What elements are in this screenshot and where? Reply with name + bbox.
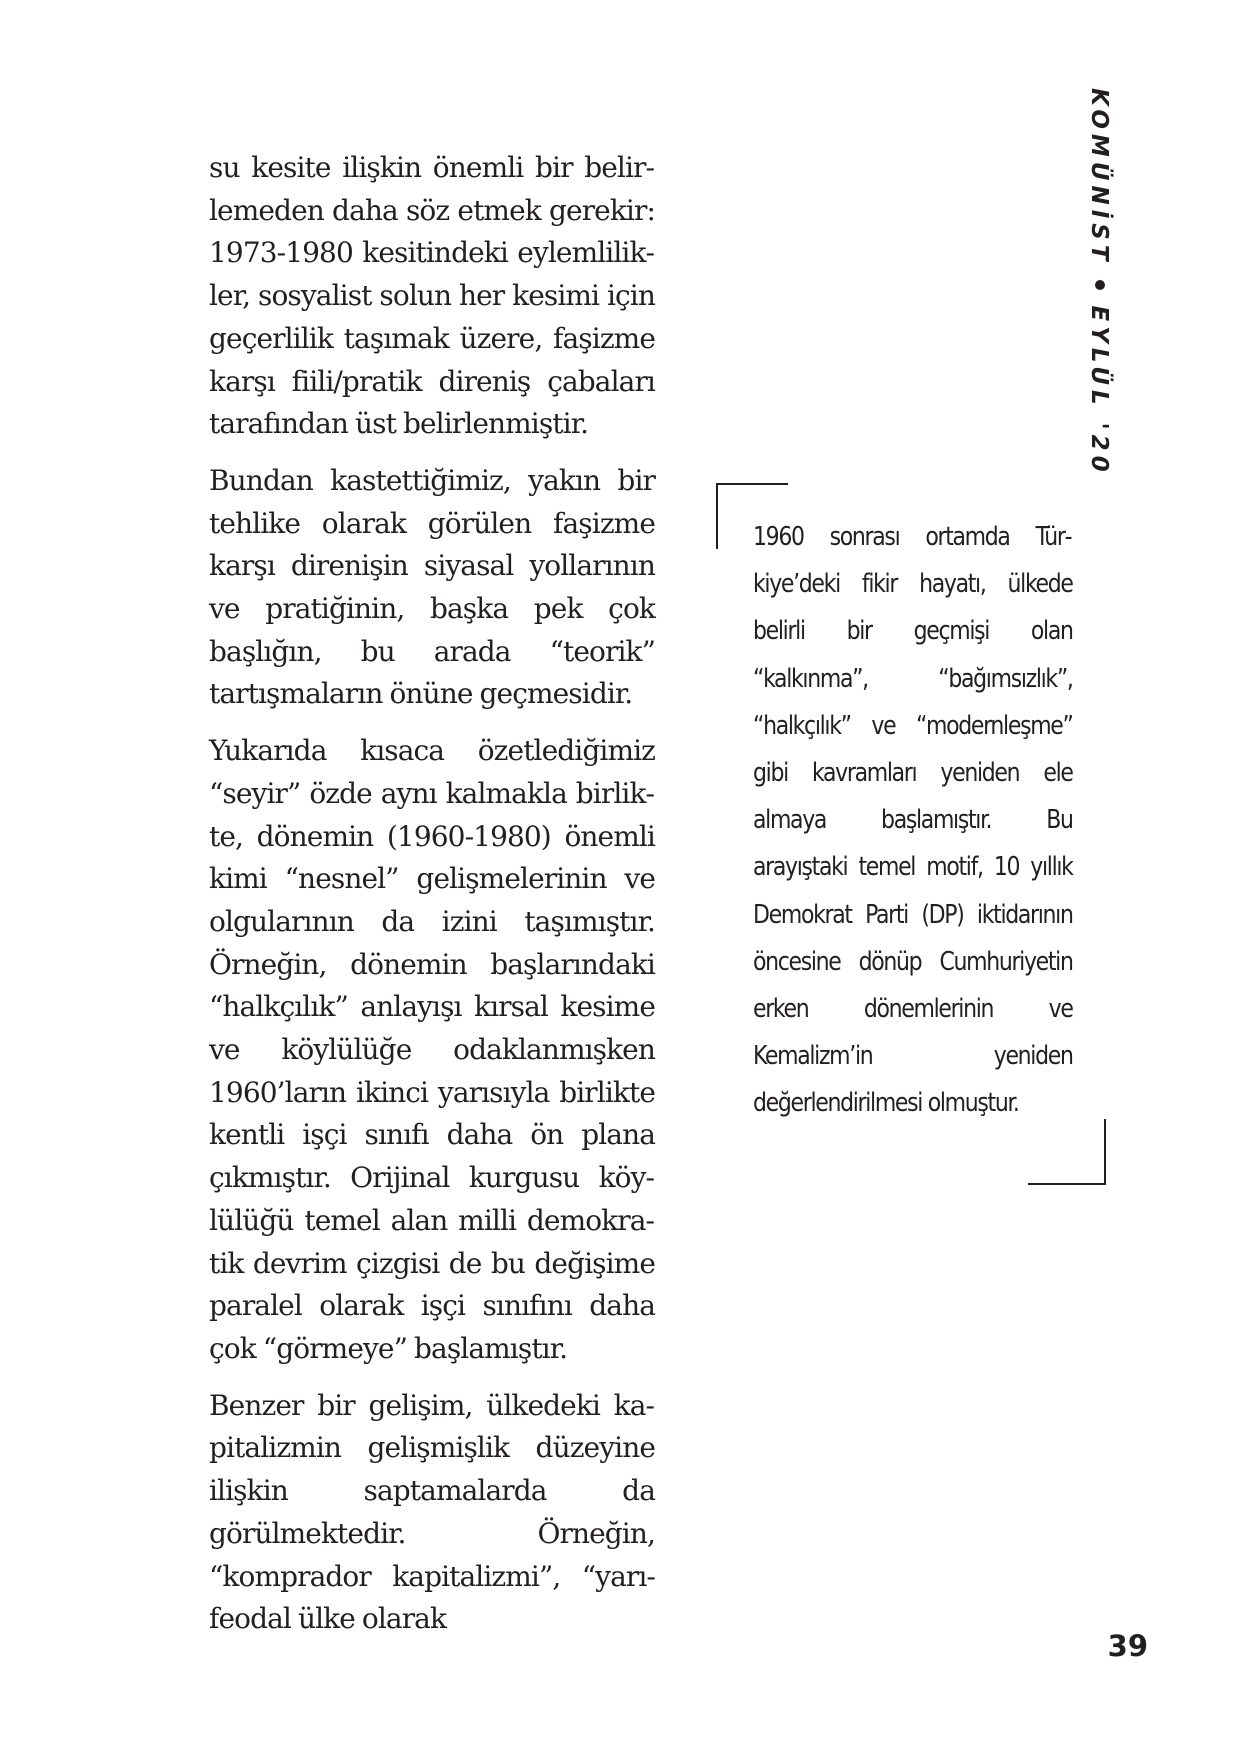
quote-bracket-bottom-right-vertical xyxy=(1104,1119,1106,1185)
issue-date: EYLÜL '20 xyxy=(1086,305,1112,477)
magazine-name: KOMÜNİST xyxy=(1086,88,1112,266)
page-number: 39 xyxy=(1107,1629,1148,1663)
pull-quote-text: 1960 sonrası ortamda Türkiye’deki fikir hayatı, ülkede belirli bir geçmişi olan “kalkınma”, “bağımsızlık”, “halkçılık” ve “modernleşme” gibi kavramları yeniden ele almaya başlamıştır. Bu arayıştaki temel motif, 10 yıllık Demokrat Parti (DP) iktidarının öncesine dönüp Cumhuriyetin erken dönemlerinin ve Kemalizm’in yeniden değerlendirilmesi olmuştur. xyxy=(753,522,1073,1119)
quote-bracket-top-left-vertical xyxy=(716,483,718,549)
body-paragraph-1: su kesite ilişkin önemli bir belirlemeden daha söz etmek gerekir: 1973-1980 kesitindeki eylemlilikler, sosyalist solun her kesimi için geçerlilik taşımak üzere, faşizme karşı fiili/pratik direniş çabaları tarafından üst belirlenmiştir. xyxy=(209,151,655,441)
body-paragraph-3: Yukarıda kısaca özetlediğimiz “seyir” özde aynı kalmakla birlikte, dönemin (1960-1980) önemli kimi “nesnel” gelişmelerinin ve olgularının da izini taşımıştır. Örneğin, dönemin başlarındaki “halkçılık” anlayışı kırsal kesime ve köylülüğe odaklanmışken 1960’ların ikinci yarısıyla birlikte kentli işçi sınıfı daha ön plana çıkmıştır. Orijinal kurgusu köylülüğü temel alan milli demokratik devrim çizgisi de bu değişime paralel olarak işçi sınıfını daha çok “görmeye” başlamıştır. xyxy=(209,734,655,1365)
quote-bracket-top-left xyxy=(716,483,788,485)
separator-dot-icon xyxy=(1096,280,1106,290)
body-text-column xyxy=(209,147,655,1655)
body-paragraph-4: Benzer bir gelişim, ülkedeki kapitalizmin gelişmişlik düzeyine ilişkin saptamalarda da görülmektedir. Örneğin, “komprador kapitalizmi”, “yarı-feodal ülke olarak xyxy=(209,1388,655,1636)
running-header xyxy=(1086,88,1112,477)
body-paragraph-2: Bundan kastettiğimiz, yakın bir tehlike olarak görülen faşizme karşı direnişin siyasal yollarının ve pratiğinin, başka pek çok başlığın, bu arada “teorik” tartışmaların önüne geçmesidir. xyxy=(209,463,655,711)
quote-bracket-bottom-right xyxy=(1028,1183,1106,1185)
